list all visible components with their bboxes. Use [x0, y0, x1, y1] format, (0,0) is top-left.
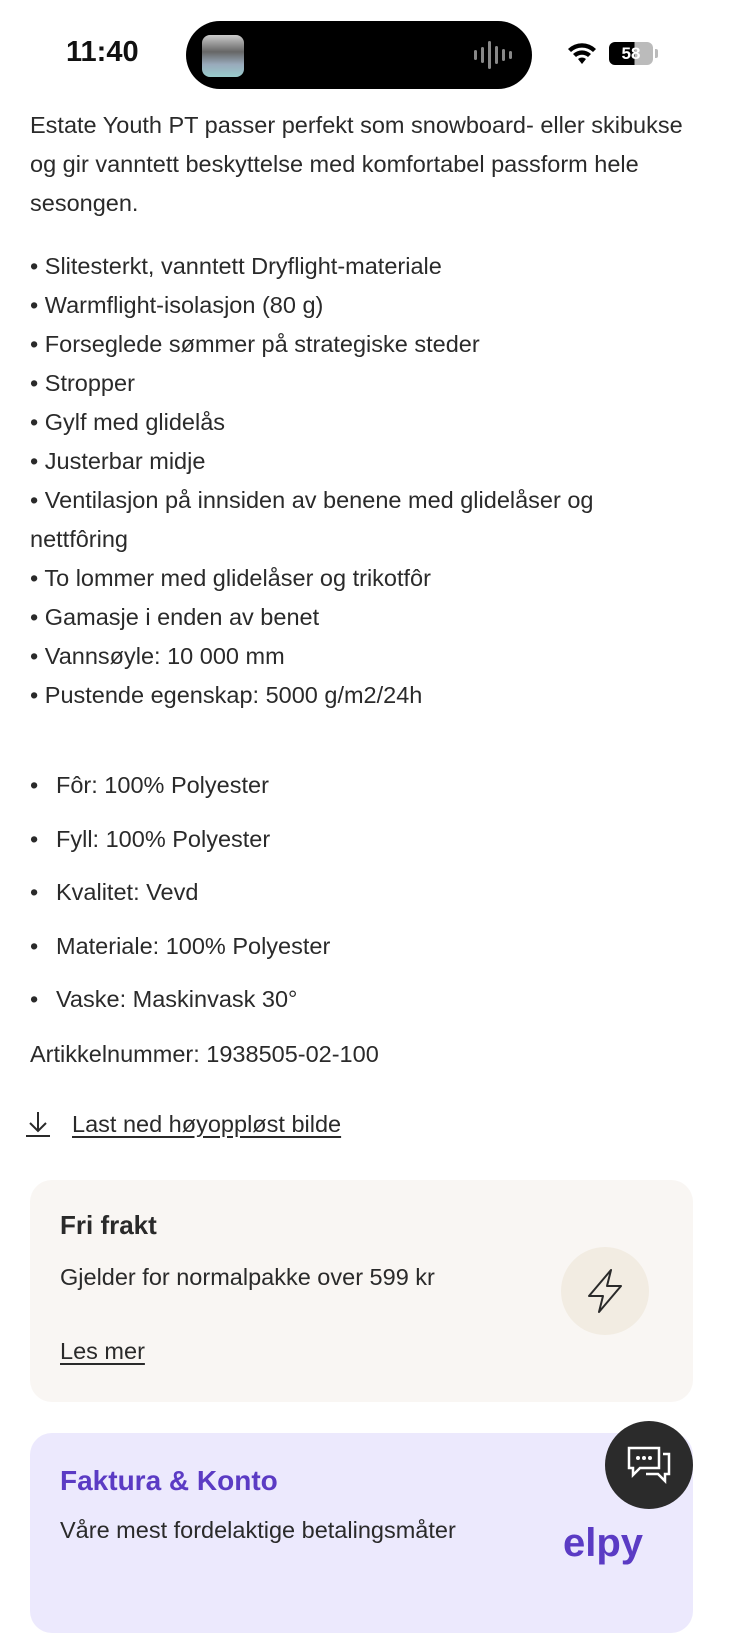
wifi-icon — [567, 40, 597, 66]
feature-item: • Slitesterkt, vanntett Dryflight-materiale — [30, 247, 690, 286]
dynamic-island[interactable] — [186, 21, 532, 89]
spec-list — [30, 759, 690, 1027]
download-image-link[interactable] — [24, 1110, 341, 1138]
feature-item: • Ventilasjon på innsiden av benene med glidelåser og nettfôring — [30, 481, 690, 559]
feature-item: • Forseglede sømmer på strategiske steder — [30, 325, 690, 364]
spec-item: • Fôr: 100% Polyester — [30, 759, 690, 813]
read-more-link[interactable]: Les mer — [60, 1338, 145, 1364]
download-icon — [24, 1110, 52, 1138]
spec-item: • Materiale: 100% Polyester — [30, 920, 690, 974]
free-shipping-card — [30, 1180, 693, 1402]
audio-waveform-icon — [474, 41, 512, 69]
feature-item: • Gylf med glidelås — [30, 403, 690, 442]
feature-item: • To lommer med glidelåser og trikotfôr — [30, 559, 690, 598]
payment-subtitle: Våre mest fordelaktige betalingsmåter — [60, 1517, 456, 1543]
payment-title: Faktura & Konto — [60, 1465, 278, 1496]
free-shipping-subtitle: Gjelder for normalpakke over 599 kr — [60, 1264, 435, 1290]
feature-item: • Vannsøyle: 10 000 mm — [30, 637, 690, 676]
intro-text: Estate Youth PT passer perfekt som snowboard- eller skibukse og gir vanntett beskyttelse med komfortabel passform hele sesongen. — [30, 112, 683, 216]
spec-item: • Vaske: Maskinvask 30° — [30, 973, 690, 1027]
spec-item: • Fyll: 100% Polyester — [30, 813, 690, 867]
feature-item: • Warmflight-isolasjon (80 g) — [30, 286, 690, 325]
chat-icon — [626, 1444, 672, 1486]
feature-list — [30, 247, 690, 715]
now-playing-thumbnail — [202, 35, 244, 77]
battery-icon: 58 — [609, 42, 653, 65]
product-description — [30, 106, 690, 1074]
payment-card[interactable] — [30, 1433, 693, 1633]
elpy-logo: elpy — [563, 1521, 644, 1565]
clock: 11:40 — [66, 36, 139, 68]
feature-item: • Stropper — [30, 364, 690, 403]
download-label: Last ned høyoppløst bilde — [72, 1110, 342, 1137]
feature-item: • Justerbar midje — [30, 442, 690, 481]
status-bar — [0, 0, 738, 110]
article-number: Artikkelnummer: 1938505-02-100 — [30, 1040, 379, 1067]
spec-item: • Kvalitet: Vevd — [30, 866, 690, 920]
feature-item: • Gamasje i enden av benet — [30, 598, 690, 637]
battery-tip — [655, 49, 658, 58]
feature-item: • Pustende egenskap: 5000 g/m2/24h — [30, 676, 690, 715]
lightning-icon — [561, 1247, 649, 1335]
chat-button[interactable] — [605, 1421, 693, 1509]
free-shipping-title: Fri frakt — [60, 1210, 157, 1240]
